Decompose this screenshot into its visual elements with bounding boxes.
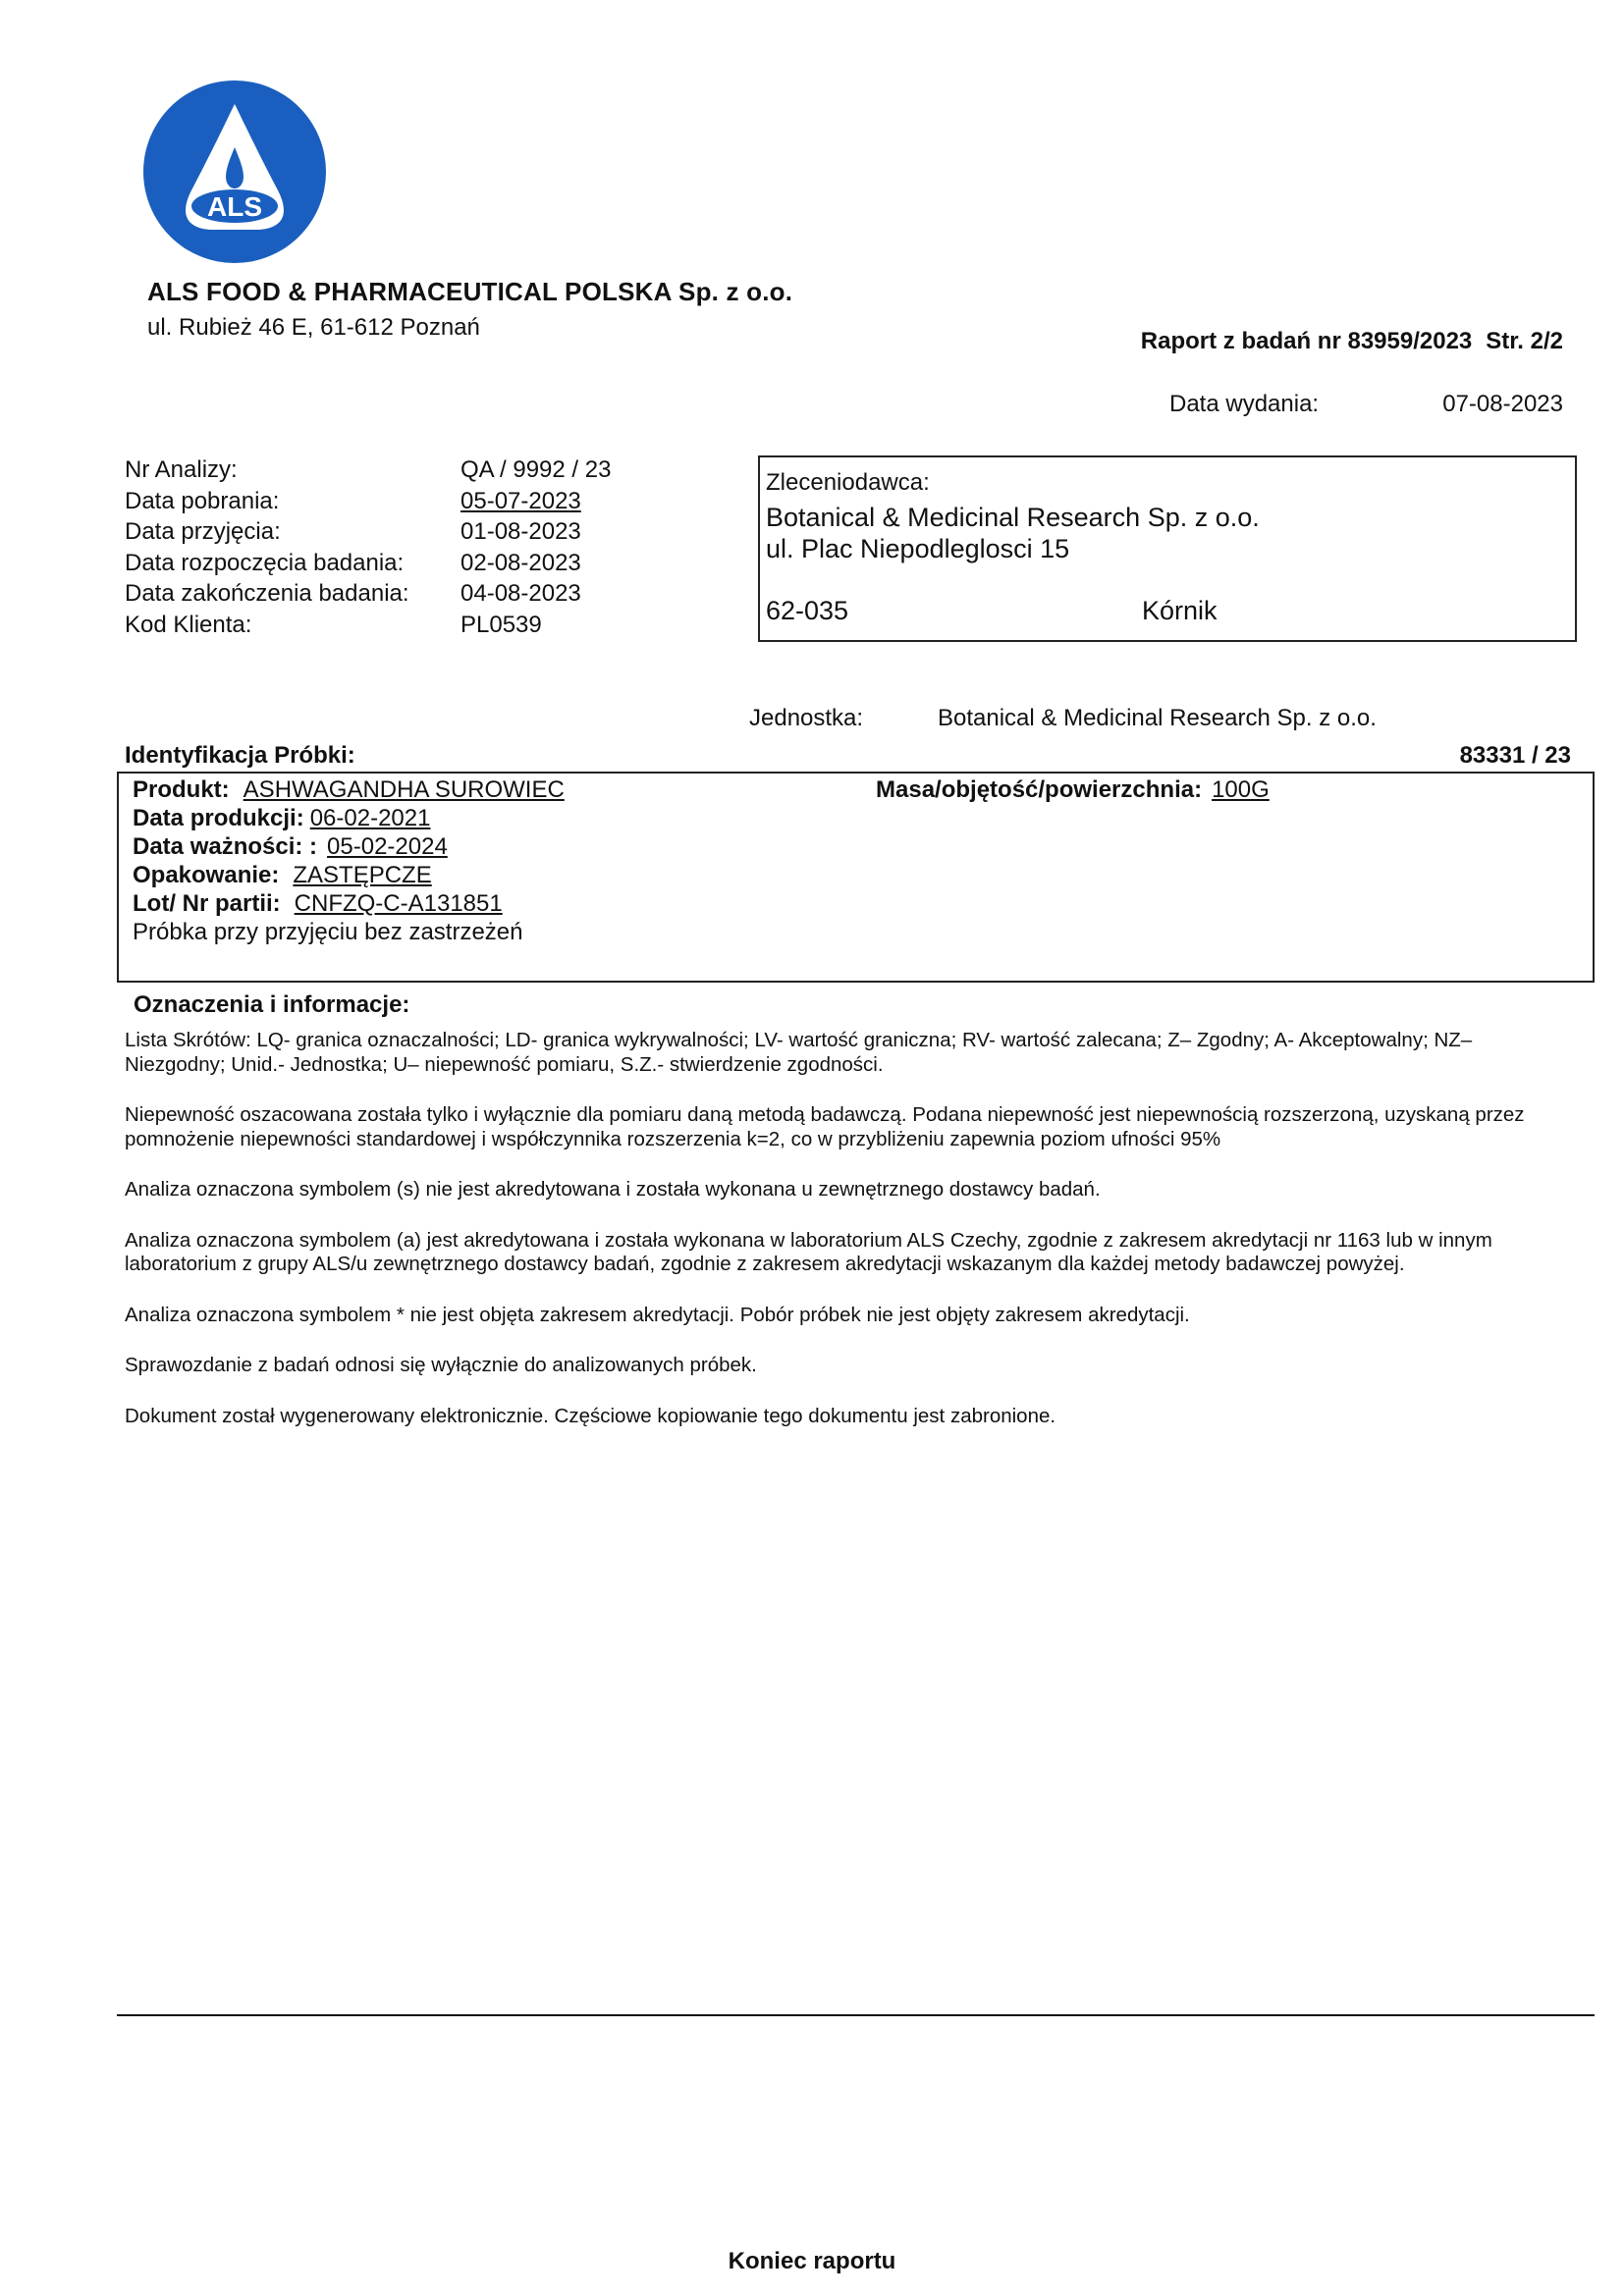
report-number: Raport z badań nr 83959/2023 <box>1140 328 1473 354</box>
meta-row <box>125 610 611 641</box>
lot-label: Lot/ Nr partii: <box>133 890 281 917</box>
note-paragraph: Niepewność oszacowana została tylko i wyłącznie dla pomiaru daną metodą badawczą. Podana niepewność jest niepewnością rozszerzoną, uzyskaną przez pomnożenie niepewności standardowej i współczynnika rozszerzenia k=2, co w przybliżeniu zapewnia poziom ufności 95% <box>125 1103 1525 1150</box>
meta-value: 05-07-2023 <box>460 487 581 514</box>
production-label: Data produkcji: <box>133 805 304 831</box>
packaging-label: Opakowanie: <box>133 862 280 888</box>
unit-label: Jednostka: <box>749 705 864 731</box>
footer-divider <box>117 2014 1595 2016</box>
meta-value: 04-08-2023 <box>460 580 581 608</box>
note-paragraph: Analiza oznaczona symbolem (s) nie jest akredytowana i została wykonana u zewnętrznego dostawcy badań. <box>125 1178 1101 1201</box>
info-notes <box>125 1029 1578 1455</box>
sample-code: 83331 / 23 <box>1459 742 1571 769</box>
note-paragraph: Analiza oznaczona symbolem (a) jest akredytowana i została wykonana w laboratorium ALS Czechy, zgodnie z zakresem akredytacji nr 1163 lub w innym laboratorium z grupy ALS/u zewnętrznego dostawcy badań, zgodnie z zakresem akredytacji wskazanym dla każdej metody badawczej powyżej. <box>125 1228 1492 1275</box>
analysis-meta <box>125 454 611 641</box>
sample-remark: Próbka przy przyjęciu bez zastrzeżeń <box>133 919 523 945</box>
sample-title: Identyfikacja Próbki: <box>125 742 355 769</box>
logo-text: ALS <box>207 191 262 222</box>
meta-value: QA / 9992 / 23 <box>460 456 612 483</box>
page-number: Str. 2/2 <box>1486 328 1563 354</box>
mass-row <box>876 775 1270 804</box>
client-street: ul. Plac Niepodleglosci 15 <box>766 534 1070 563</box>
end-of-report: Koniec raportu <box>728 2248 896 2274</box>
sample-details <box>133 775 565 946</box>
company-name: ALS FOOD & PHARMACEUTICAL POLSKA Sp. z o.o. <box>147 277 793 306</box>
packaging-row <box>133 861 565 889</box>
expiry-label: Data ważności: : <box>133 833 318 860</box>
client-zip: 62-035 <box>766 596 849 625</box>
info-title: Oznaczenia i informacje: <box>134 991 410 1018</box>
meta-value: 01-08-2023 <box>460 518 581 546</box>
meta-label: Data przyjęcia: <box>125 518 281 546</box>
production-value: 06-02-2021 <box>309 805 431 831</box>
meta-row <box>125 454 611 486</box>
product-value: ASHWAGANDHA SUROWIEC <box>243 776 565 803</box>
note-paragraph: Lista Skrótów: LQ- granica oznaczalności; LD- granica wykrywalności; LV- wartość graniczna; RV- wartość zalecana; Z– Zgodny; A- Akceptowalny; NZ– Niezgodny; Unid.- Jednostka; U– niepewność pomiaru, S.Z.- stwierdzenie zgodności. <box>125 1029 1473 1076</box>
meta-row <box>125 548 611 579</box>
meta-label: Data rozpoczęcia badania: <box>125 549 405 576</box>
product-row <box>133 775 565 804</box>
unit-value: Botanical & Medicinal Research Sp. z o.o. <box>938 705 1377 731</box>
meta-row <box>125 578 611 610</box>
sample-box <box>117 772 1595 983</box>
issue-date-label: Data wydania: <box>1169 391 1320 417</box>
mass-value: 100G <box>1212 776 1270 803</box>
meta-row <box>125 516 611 548</box>
als-logo <box>141 79 328 265</box>
meta-label: Nr Analizy: <box>125 456 238 483</box>
lot-row <box>133 889 565 918</box>
client-box <box>758 455 1577 642</box>
note-paragraph: Sprawozdanie z badań odnosi się wyłącznie do analizowanych próbek. <box>125 1354 757 1376</box>
report-title <box>1141 328 1563 355</box>
meta-label: Data zakończenia badania: <box>125 580 409 608</box>
meta-label: Data pobrania: <box>125 487 280 514</box>
packaging-value: ZASTĘPCZE <box>293 862 432 888</box>
expiry-row <box>133 832 565 861</box>
mass-label: Masa/objętość/powierzchnia: <box>876 776 1203 803</box>
production-row <box>133 804 565 832</box>
client-heading: Zleceniodawca: <box>766 469 930 496</box>
note-paragraph: Dokument został wygenerowany elektronicznie. Częściowe kopiowanie tego dokumentu jest zabronione. <box>125 1404 1056 1427</box>
lot-value: CNFZQ-C-A131851 <box>294 890 503 917</box>
note-paragraph: Analiza oznaczona symbolem * nie jest objęta zakresem akredytacji. Pobór próbek nie jest objęty zakresem akredytacji. <box>125 1303 1190 1326</box>
company-address: ul. Rubież 46 E, 61-612 Poznań <box>147 314 480 341</box>
client-city: Kórnik <box>1142 596 1218 625</box>
meta-value: PL0539 <box>460 611 542 638</box>
expiry-value: 05-02-2024 <box>327 833 448 860</box>
meta-value: 02-08-2023 <box>460 549 581 576</box>
meta-row <box>125 486 611 517</box>
client-name: Botanical & Medicinal Research Sp. z o.o. <box>766 503 1260 532</box>
meta-label: Kod Klienta: <box>125 611 252 638</box>
product-label: Produkt: <box>133 776 230 803</box>
issue-date-value: 07-08-2023 <box>1442 391 1563 417</box>
